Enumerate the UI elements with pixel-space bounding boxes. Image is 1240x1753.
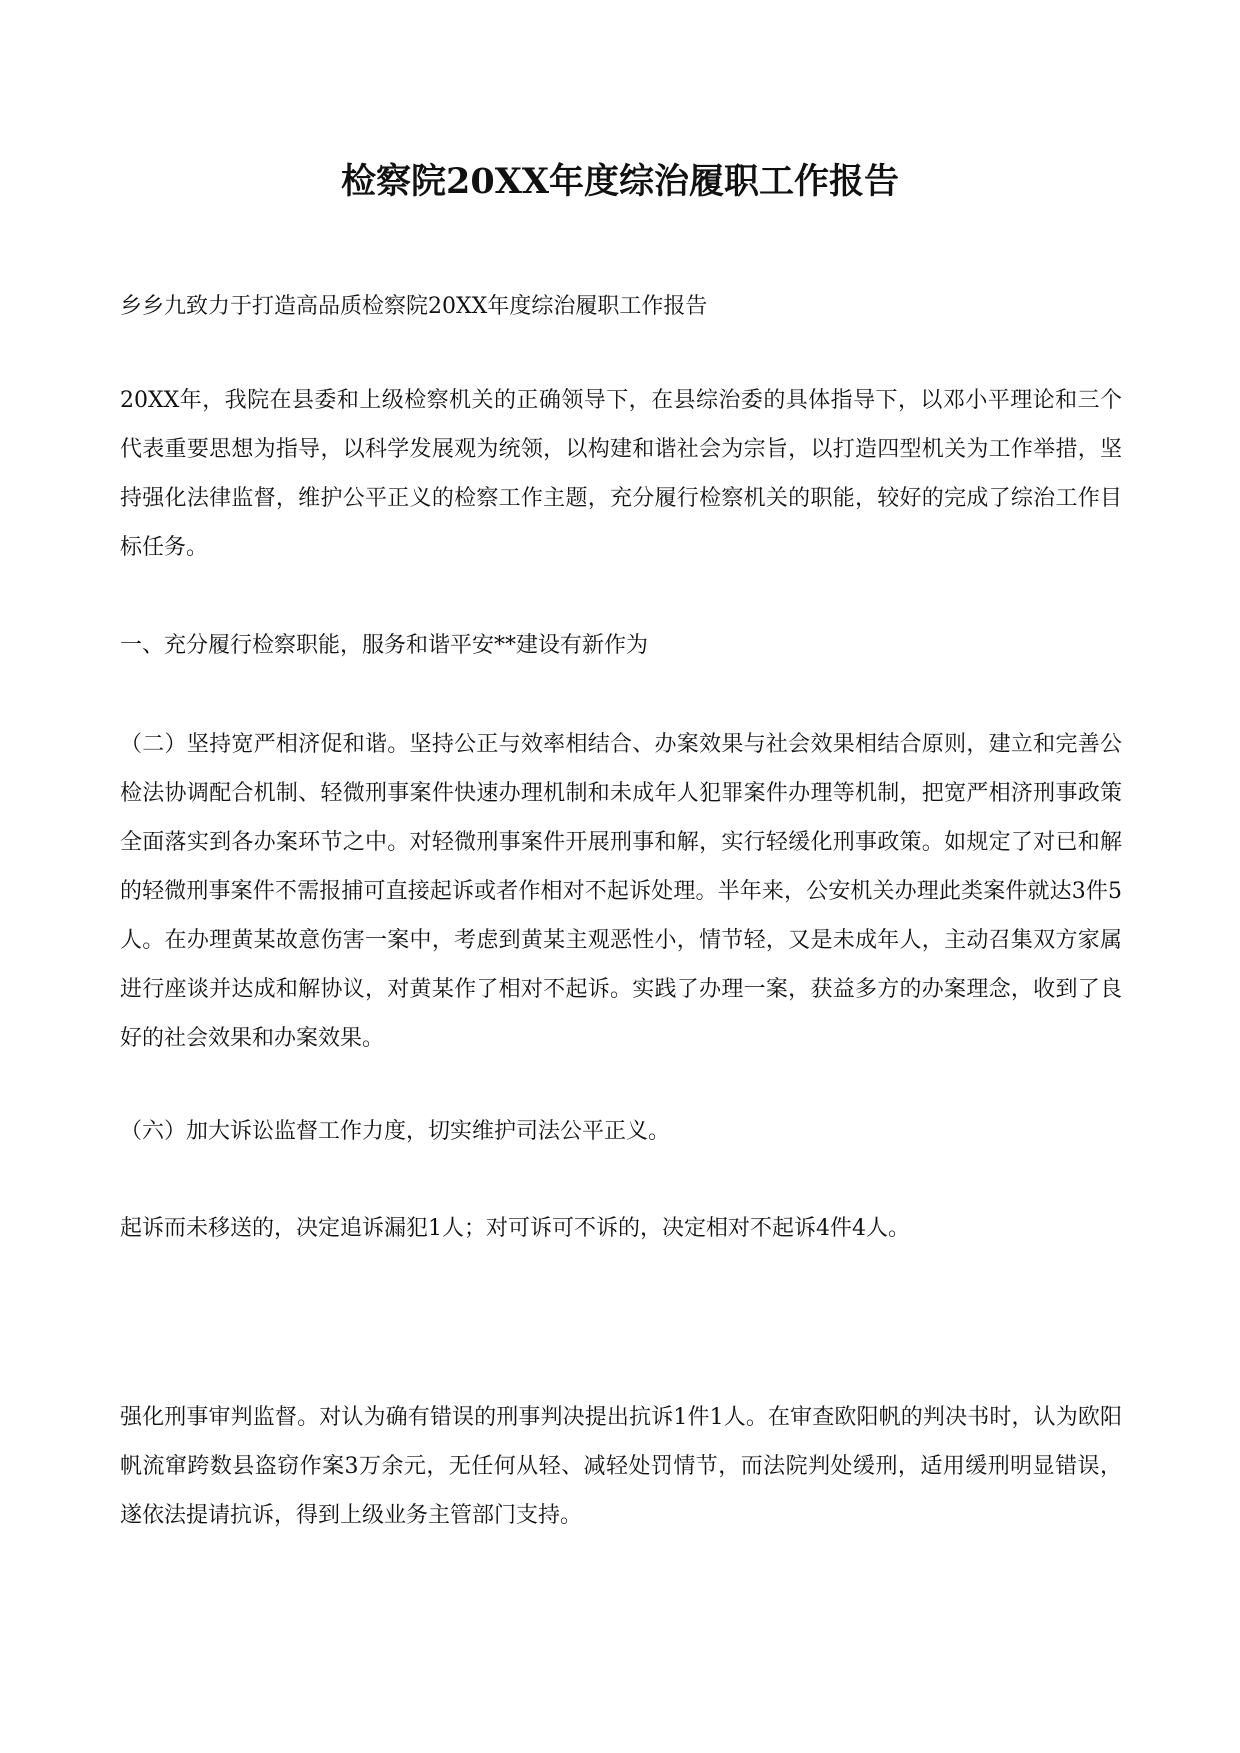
section-two-paragraph: （二）坚持宽严相济促和谐。坚持公正与效率相结合、办案效果与社会效果相结合原则，建立和完善公检法协调配合机制、轻微刑事案件快速办理机制和未成年人犯罪案件办理等机制，把宽严相济刑事政策全面落实到各办案环节之中。对轻微刑事案件开展刑事和解，实行轻缓化刑事政策。如规定了对已和解的轻微刑事案件不需报捕可直接起诉或者作相对不起诉处理。半年来，公安机关办理此类案件就达3件5人。在办理黄某故意伤害一案中，考虑到黄某主观恶性小，情节轻，又是未成年人，主动召集双方家属进行座谈并达成和解协议，对黄某作了相对不起诉。实践了办理一案，获益多方的办案理念，收到了良好的社会效果和办案效果。 [120, 732, 1122, 1051]
trial-supervision-paragraph: 强化刑事审判监督。对认为确有错误的刑事判决提出抗诉1件1人。在审查欧阳帆的判决书时，认为欧阳帆流窜跨数县盗窃作案3万余元，无任何从轻、减轻处罚情节，而法院判处缓刑，适用缓刑明显错误，遂依法提请抗诉，得到上级业务主管部门支持。 [120, 1405, 1122, 1528]
section-one-heading: 一、充分履行检察职能，服务和谐平安**建设有新作为 [120, 633, 649, 658]
prosecution-paragraph: 起诉而未移送的，决定追诉漏犯1人；对可诉可不诉的，决定相对不起诉4件4人。 [120, 1216, 910, 1241]
document-title: 检察院20XX年度综治履职工作报告 [340, 161, 900, 202]
document-subtitle: 乡乡九致力于打造高品质检察院20XX年度综治履职工作报告 [120, 294, 708, 319]
section-six-heading: （六）加大诉讼监督工作力度，切实维护司法公平正义。 [120, 1119, 671, 1144]
intro-paragraph: 20XX年，我院在县委和上级检察机关的正确领导下，在县综治委的具体指导下，以邓小平理论和三个代表重要思想为指导，以科学发展观为统领，以构建和谐社会为宗旨，以打造四型机关为工作举措，坚持强化法律监督，维护公平正义的检察工作主题，充分履行检察机关的职能，较好的完成了综治工作目标任务。 [120, 388, 1122, 560]
